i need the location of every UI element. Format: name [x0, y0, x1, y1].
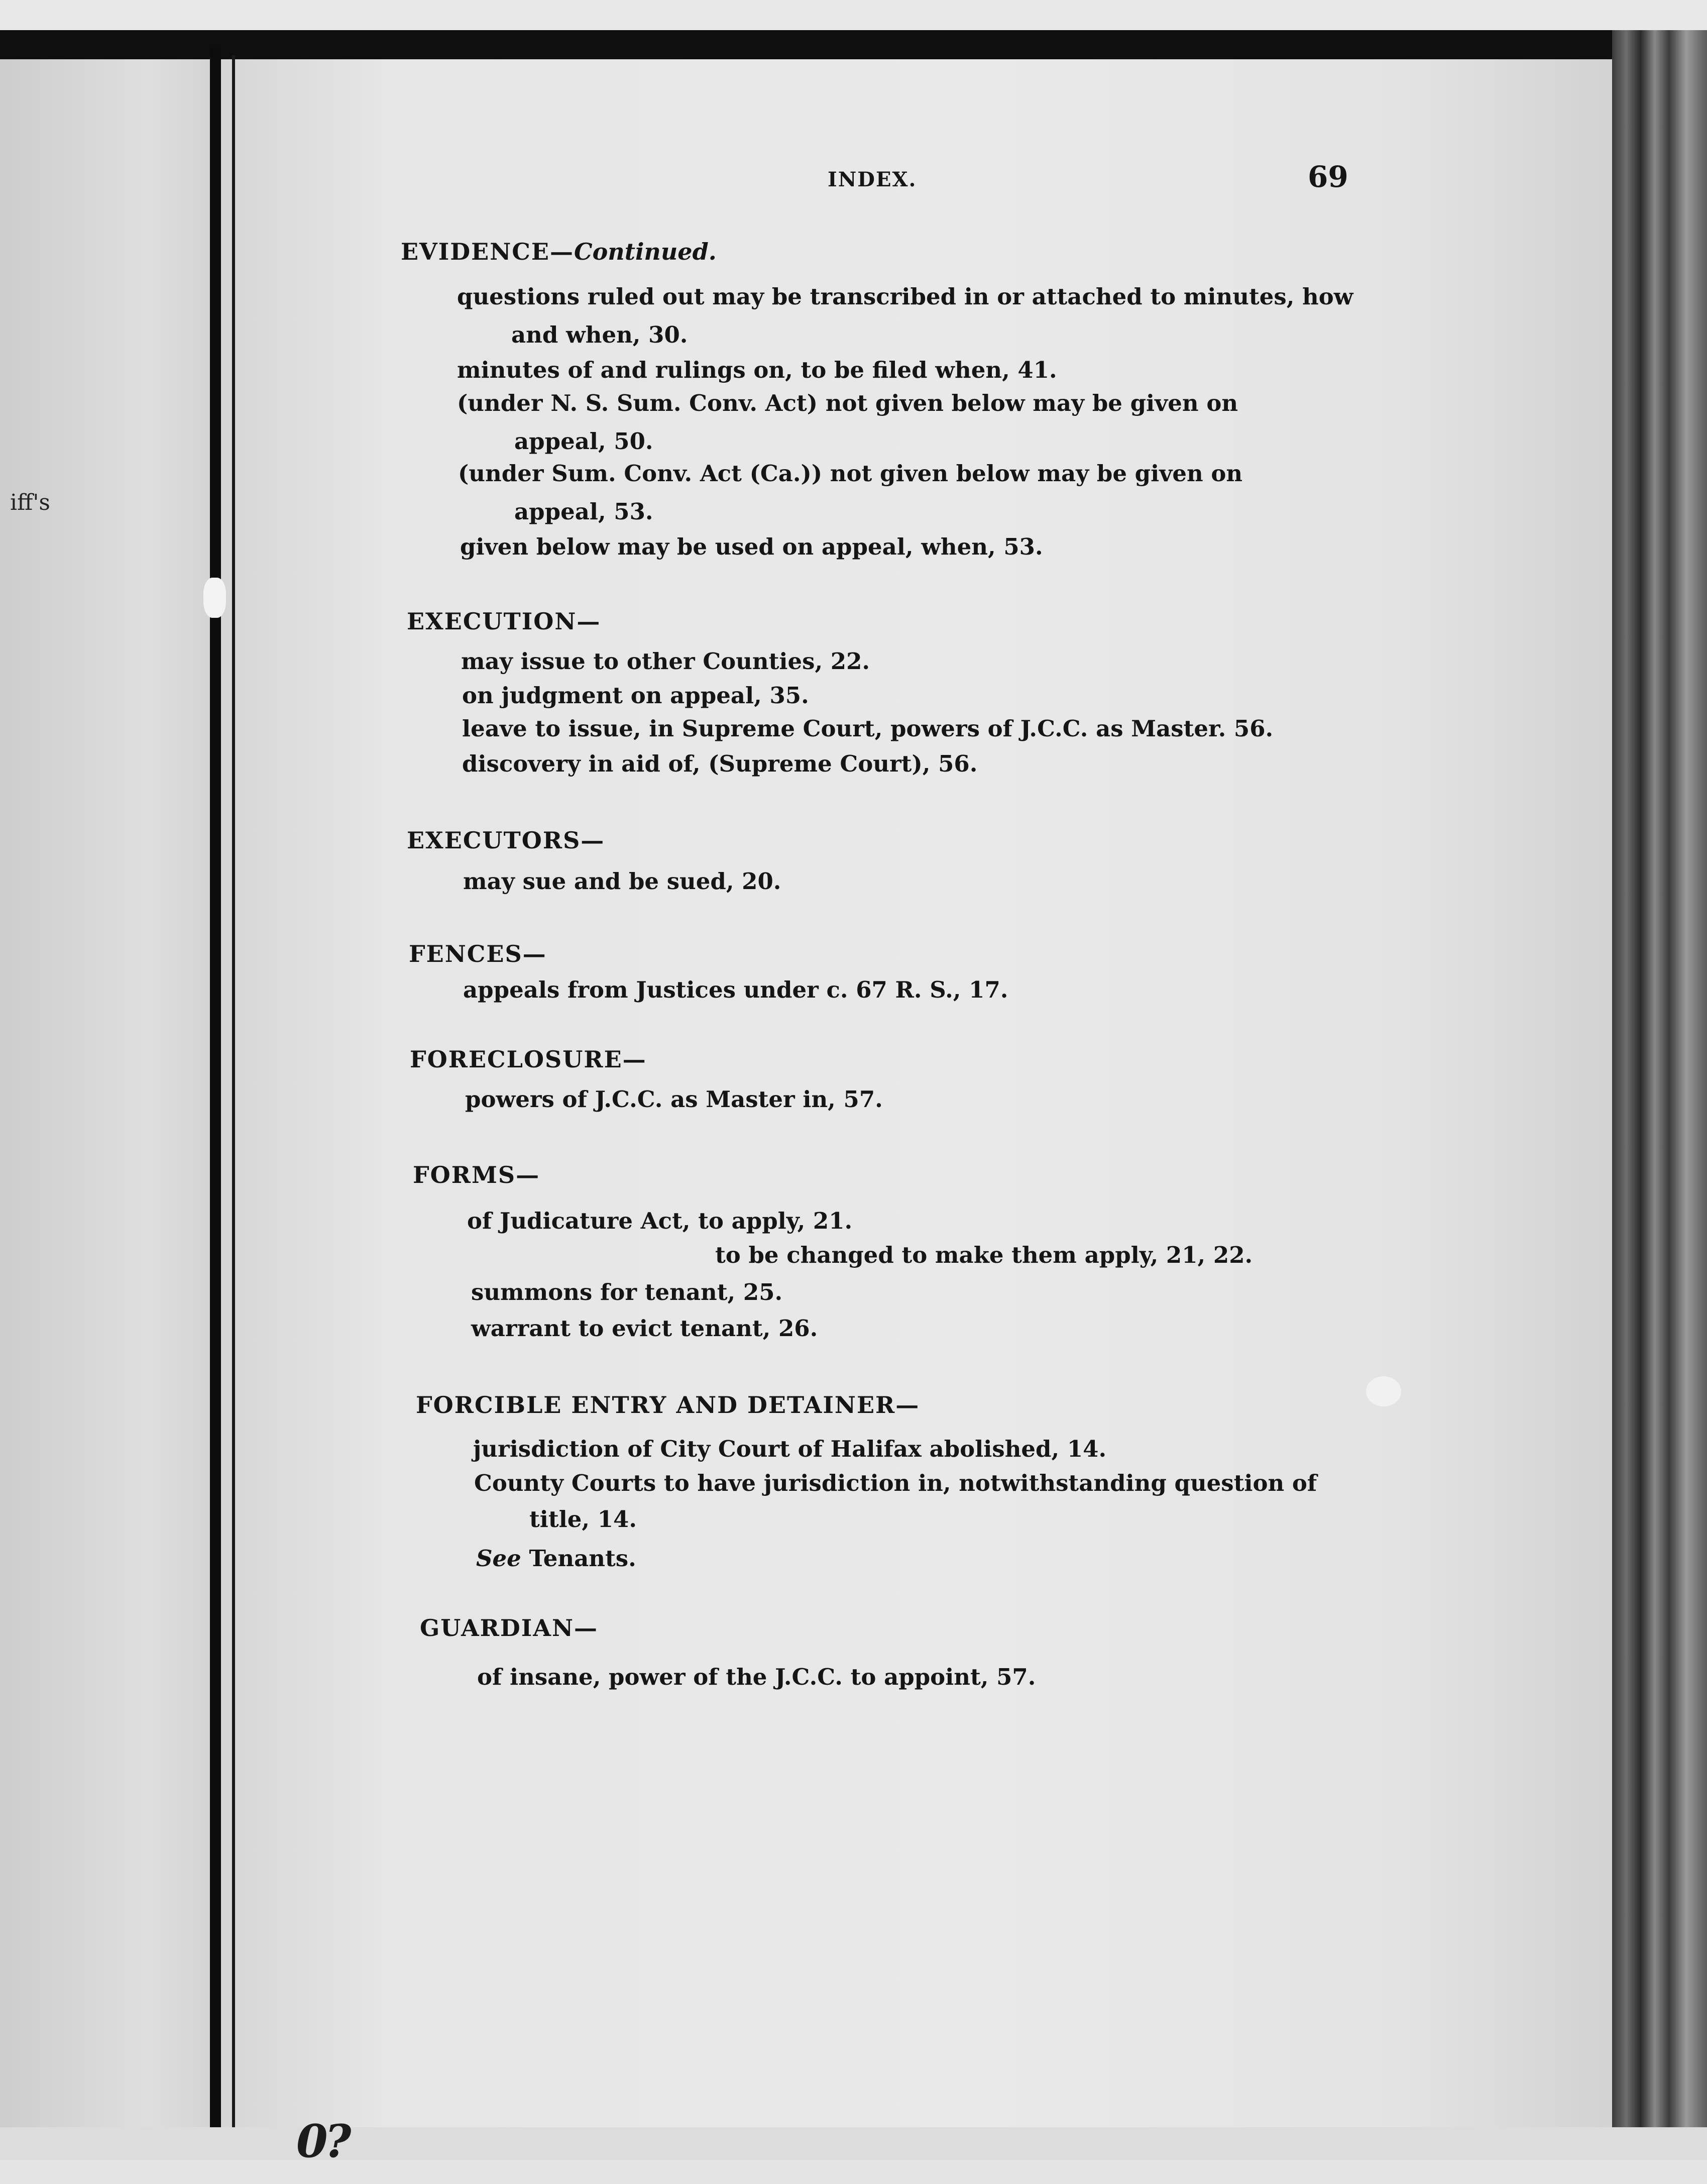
subentry-line: may issue to other Counties, 22. [461, 648, 870, 675]
subentry-line: title, 14. [529, 1506, 637, 1533]
entry-heading-foreclosure: FORECLOSURE— [410, 1046, 647, 1073]
subentry-line: minutes of and rulings on, to be filed when, 41. [457, 357, 1057, 383]
entry-heading-forms: FORMS— [413, 1161, 540, 1188]
subentry-line: given below may be used on appeal, when, 53. [460, 533, 1043, 560]
subentry-line: of Judicature Act, to apply, 21. [467, 1208, 853, 1234]
entry-heading-forcible-entry: FORCIBLE ENTRY AND DETAINER— [416, 1391, 920, 1418]
subentry-line: appeal, 53. [514, 498, 653, 525]
subentry-line: County Courts to have jurisdiction in, notwithstanding question of [474, 1470, 1317, 1496]
subentry-line: leave to issue, in Supreme Court, powers of J.C.C. as Master. 56. [462, 715, 1274, 742]
subentry-line: (under N. S. Sum. Conv. Act) not given below may be given on [457, 390, 1238, 416]
see-also-reference [476, 1545, 636, 1572]
subentry-line: (under Sum. Conv. Act (Ca.)) not given below may be given on [458, 460, 1243, 487]
subentry-line: to be changed to make them apply, 21, 22. [715, 1242, 1253, 1268]
see-prefix: See [476, 1545, 521, 1572]
running-head: INDEX. [828, 168, 917, 191]
subentry-line: jurisdiction of City Court of Halifax abolished, 14. [473, 1436, 1107, 1462]
film-mark: 0? [296, 2115, 349, 2168]
subentry-line: warrant to evict tenant, 26. [471, 1315, 818, 1342]
page-number: 69 [1308, 160, 1348, 194]
entry-heading-guardian: GUARDIAN— [420, 1614, 599, 1642]
heading-text: EVIDENCE— [401, 238, 574, 265]
subentry-line: appeals from Justices under c. 67 R. S., 17. [463, 976, 1008, 1003]
subentry-line: and when, 30. [511, 321, 688, 348]
adjacent-page-text-fragment: iff's [10, 490, 51, 515]
subentry-line: discovery in aid of, (Supreme Court), 56. [462, 750, 978, 777]
subentry-line: summons for tenant, 25. [471, 1279, 783, 1305]
entry-heading-execution: EXECUTION— [407, 608, 601, 635]
entry-heading-fences: FENCES— [409, 940, 547, 967]
entry-heading-evidence [401, 238, 717, 265]
subentry-line: of insane, power of the J.C.C. to appoint, 57. [477, 1664, 1036, 1690]
heading-continued: Continued. [574, 238, 717, 265]
subentry-line: may sue and be sued, 20. [463, 868, 781, 895]
subentry-line: appeal, 50. [514, 428, 653, 455]
subentry-line: questions ruled out may be transcribed in or attached to minutes, how [457, 283, 1353, 310]
subentry-line: powers of J.C.C. as Master in, 57. [465, 1086, 883, 1113]
entry-heading-executors: EXECUTORS— [407, 827, 605, 854]
subentry-line: on judgment on appeal, 35. [462, 682, 809, 709]
see-target: Tenants. [529, 1545, 636, 1572]
